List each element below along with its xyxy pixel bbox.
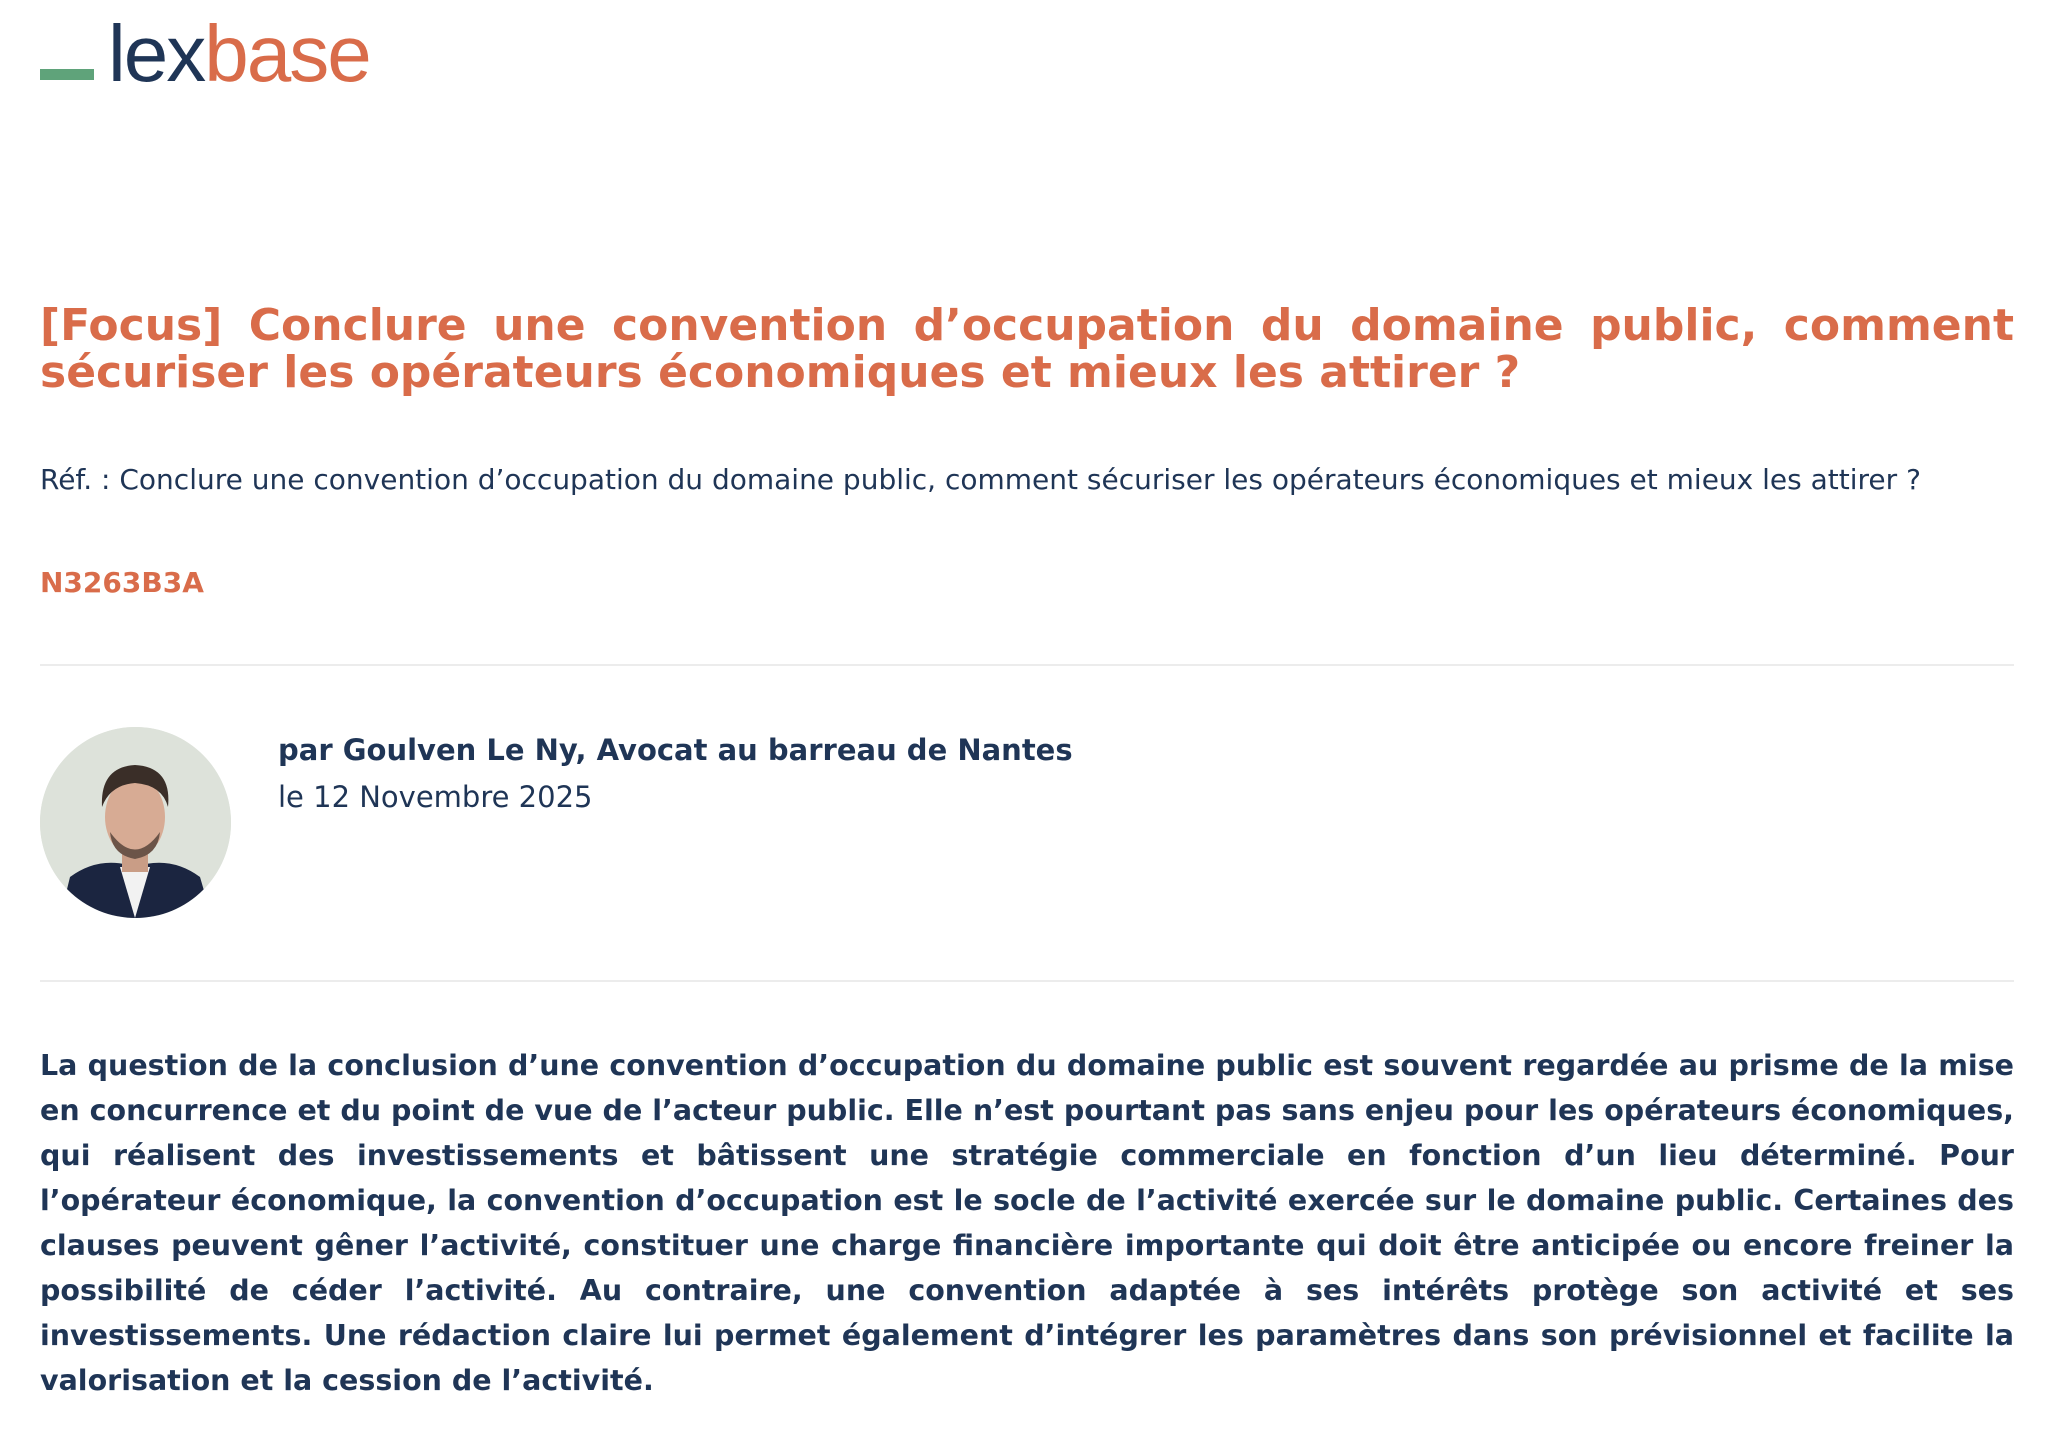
logo-lex: lex <box>108 9 205 98</box>
article-reference: Réf. : Conclure une convention d’occupation du domaine public, comment sécuriser les opérateurs économiques et mieux les attirer ? <box>40 463 1921 496</box>
publication-date: le 12 Novembre 2025 <box>278 780 593 814</box>
lexbase-logo[interactable] <box>40 9 370 98</box>
article-intro: La question de la conclusion d’une convention d’occupation du domaine public est souvent regardée au prisme de la mise en concurrence et du point de vue de l’acteur public. Elle n’est pourtant pas sans enjeu pour les opérateurs économiques, qui réalisent des investissements et bâtissent une stratégie commerciale en fonction d’un lieu déterminé. Pour l’opérateur économique, la convention d’occupation est le socle de l’activité exercée sur le domaine public. Certaines des clauses peuvent gêner l’activité, constituer une charge financière importante qui doit être anticipée ou encore freiner la possibilité de céder l’activité. Au contraire, une convention adaptée à ses intérêts protège son activité et ses investissements. Une rédaction claire lui permet également d’intégrer les paramètres dans son prévisionnel et facilite la valorisation et la cession de l’activité. <box>40 1049 2014 1397</box>
author-name[interactable]: par Goulven Le Ny, Avocat au barreau de Nantes <box>278 733 1073 767</box>
divider <box>40 664 2014 666</box>
divider <box>40 980 2014 982</box>
logo-base: base <box>204 9 370 98</box>
author-photo <box>40 727 231 918</box>
document-code: N3263B3A <box>40 566 204 599</box>
author-avatar <box>40 727 231 918</box>
logo-bar <box>40 69 94 80</box>
article-title: [Focus] Conclure une convention d’occupation du domaine public, comment sécuriser les opérateurs économiques et mieux les attirer ? <box>40 300 2014 398</box>
